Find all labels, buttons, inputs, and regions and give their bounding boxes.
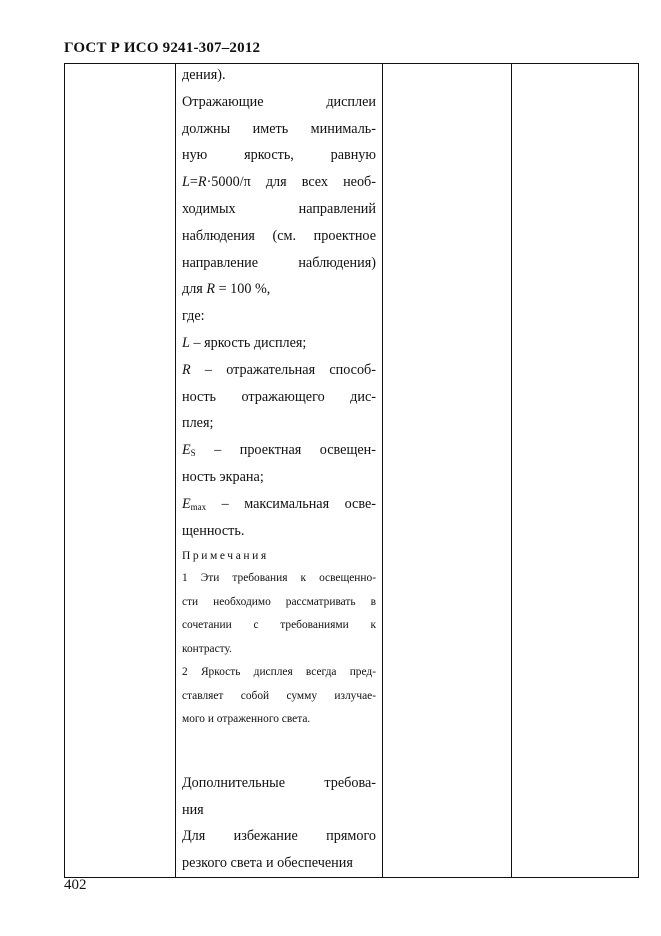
- text-line: плея;: [182, 415, 214, 432]
- text-line: Для избежание прямого: [182, 828, 376, 845]
- requirement-text: [176, 62, 382, 877]
- text-line: ходимых направлений: [182, 200, 376, 217]
- text-line: дения).: [182, 67, 226, 83]
- note-line: ставляет собой сумму излучае-: [182, 689, 376, 702]
- text-line: ность экрана;: [182, 468, 264, 485]
- definition-line: $E_{max}$ – максимальная осве-: [182, 495, 376, 512]
- definition-line: R – отражательная способ-: [182, 361, 376, 378]
- note-line: сочетании с требованиями к: [182, 619, 376, 632]
- table-cell-clause: [65, 64, 176, 878]
- text-line: ния: [182, 801, 204, 818]
- definition-line: $E_S$ – проектная освещен-: [182, 442, 376, 459]
- notes-title: Примечания: [182, 550, 269, 563]
- table-cell-requirement: [176, 64, 383, 878]
- page-number: 402: [64, 877, 87, 893]
- note-2: [182, 661, 376, 732]
- text-line: Отражающие дисплеи: [182, 93, 376, 110]
- text-line: направление наблюдения): [182, 254, 376, 271]
- text-line: резкого света и обеспечения: [182, 855, 353, 872]
- requirements-table: [64, 63, 639, 878]
- text-line: наблюдения (см. проектное: [182, 227, 376, 244]
- text-line: для R = 100 %,: [182, 281, 271, 298]
- text-line: Дополнительные требова-: [182, 774, 376, 791]
- note-line: 1 Эти требования к освещенно-: [182, 572, 376, 585]
- note-line: сти необходимо рассматривать в: [182, 595, 376, 608]
- note-1: [182, 567, 376, 661]
- text-line: где:: [182, 308, 205, 325]
- document-header: ГОСТ Р ИСО 9241-307–2012: [64, 40, 261, 56]
- text-line: ную яркость, равную: [182, 147, 377, 164]
- formula-line: L=R·5000/π для всех необ-: [182, 174, 376, 191]
- table-row: [65, 64, 639, 878]
- text-line: щенность.: [182, 522, 245, 539]
- table-cell-empty: [512, 64, 639, 878]
- note-line: 2 Яркость дисплея всегда пред-: [182, 666, 376, 679]
- note-line: мого и отраженного света.: [182, 713, 311, 726]
- table-cell-empty: [383, 64, 512, 878]
- definition-line: L – яркость дисплея;: [182, 334, 307, 351]
- note-line: контрасту.: [182, 642, 232, 655]
- text-line: должны иметь минималь-: [182, 120, 376, 137]
- text-line: ность отражающего дис-: [182, 388, 377, 405]
